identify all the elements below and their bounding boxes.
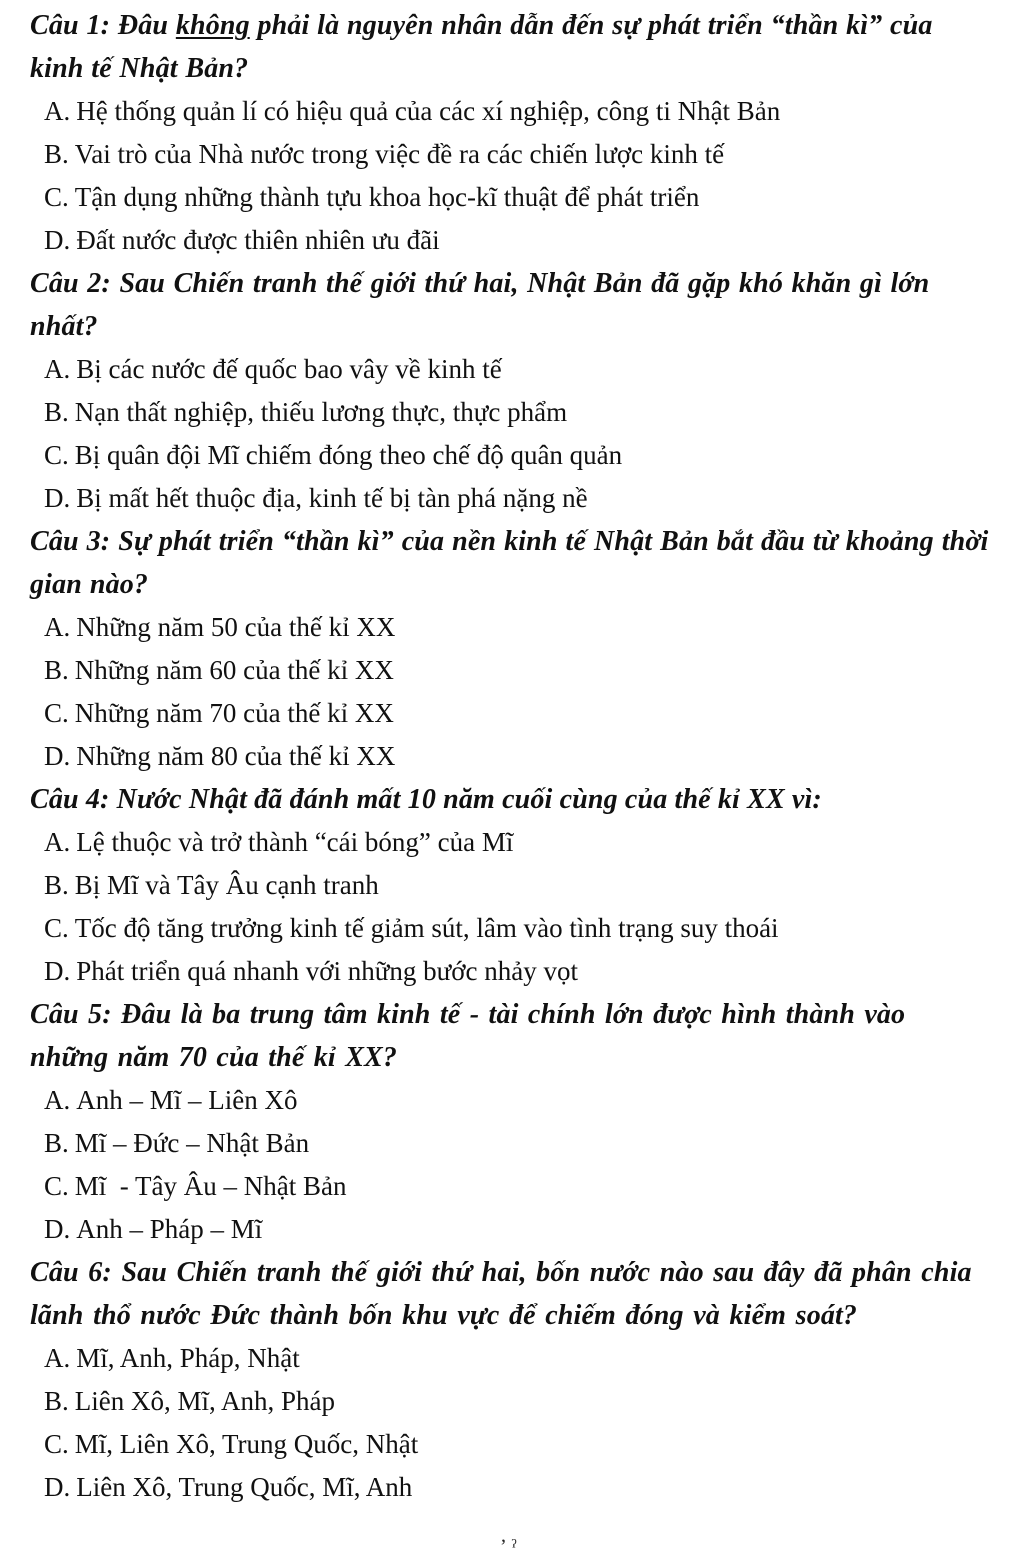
option-text: Lệ thuộc và trở thành “cái bóng” của Mĩ [76,827,514,857]
question-1-option-d [44,219,990,262]
option-letter: C. [44,1429,69,1459]
option-text: Đất nước được thiên nhiên ưu đãi [76,225,440,255]
option-letter: B. [44,139,69,169]
option-text: Phát triển quá nhanh với những bước nhảy vọt [76,956,578,986]
question-1-option-c [44,176,990,219]
question-1-emphasis: không [175,10,250,41]
question-2-text: Sau Chiến tranh thế giới thứ hai, Nhật Bản đã gặp khó khăn gì lớn nhất? [30,268,930,342]
question-6-option-c [44,1423,990,1466]
question-3-text: Sự phát triển “thần kì” của nền kinh tế Nhật Bản bắt đầu từ khoảng thời gian nào? [30,526,989,600]
question-6-text: Sau Chiến tranh thế giới thứ hai, bốn nước nào sau đây đã phân chia lãnh thổ nước Đức thành bốn khu vực để chiếm đóng và kiểm soát? [30,1257,972,1331]
question-1-text-after: phải là nguyên nhân dẫn đến sự phát triển “thần kì” của kinh tế Nhật Bản? [30,10,933,84]
question-5-option-c [44,1165,990,1208]
question-6-option-b [44,1380,990,1423]
option-text: Mĩ – Đức – Nhật Bản [74,1128,310,1158]
question-2-option-d [44,477,990,520]
option-letter: D. [44,225,71,255]
question-6 [30,1251,990,1509]
question-5-option-a [44,1079,990,1122]
option-text: Bị mất hết thuộc địa, kinh tế bị tàn phá nặng nề [76,483,588,513]
option-text: Những năm 60 của thế kỉ XX [74,655,394,685]
option-text: Anh – Pháp – Mĩ [76,1214,263,1244]
question-1-option-b [44,133,990,176]
option-letter: B. [44,397,69,427]
option-letter: D. [44,956,71,986]
question-4 [30,778,990,993]
question-3-option-b [44,649,990,692]
option-letter: A. [44,96,71,126]
option-letter: B. [44,1386,69,1416]
question-2-option-c [44,434,990,477]
question-5-label: Câu 5: [30,999,112,1030]
cut-off-text-fragment: ʼ ˀ [500,1536,517,1558]
option-text: Hệ thống quản lí có hiệu quả của các xí nghiệp, công ti Nhật Bản [76,96,781,126]
question-5-heading [30,993,990,1079]
option-letter: A. [44,354,71,384]
document-page [30,4,990,1509]
question-3-option-a [44,606,990,649]
question-5 [30,993,990,1251]
question-4-label: Câu 4: [30,784,110,815]
question-6-option-a [44,1337,990,1380]
option-letter: B. [44,1128,69,1158]
option-text: Tốc độ tăng trưởng kinh tế giảm sút, lâm vào tình trạng suy thoái [74,913,779,943]
question-3-heading [30,520,990,606]
question-5-text: Đâu là ba trung tâm kinh tế - tài chính lớn được hình thành vào những năm 70 của thế kỉ XX? [30,999,906,1073]
option-text: Vai trò của Nhà nước trong việc đề ra các chiến lược kinh tế [74,139,725,169]
option-letter: B. [44,655,69,685]
question-1-label: Câu 1: [30,10,111,41]
question-5-option-b [44,1122,990,1165]
option-letter: C. [44,1171,69,1201]
option-text: Mĩ, Anh, Pháp, Nhật [76,1343,300,1373]
question-6-label: Câu 6: [30,1257,112,1288]
question-2-heading [30,262,990,348]
question-6-option-d [44,1466,990,1509]
question-1-option-a [44,90,990,133]
option-text: Bị các nước đế quốc bao vây về kinh tế [76,354,502,384]
question-3-option-c [44,692,990,735]
option-letter: C. [44,913,69,943]
question-6-heading [30,1251,990,1337]
option-letter: D. [44,741,71,771]
question-4-text: Nước Nhật đã đánh mất 10 năm cuối cùng của thế kỉ XX vì: [116,784,822,815]
option-text: Những năm 70 của thế kỉ XX [74,698,394,728]
question-3 [30,520,990,778]
option-letter: A. [44,1085,71,1115]
question-3-option-d [44,735,990,778]
option-text: Bị Mĩ và Tây Âu cạnh tranh [74,870,379,900]
question-5-option-d [44,1208,990,1251]
option-letter: C. [44,182,69,212]
question-1-text-before: Đâu [117,10,169,41]
option-letter: D. [44,1472,71,1502]
question-4-heading [30,778,990,821]
question-4-option-d [44,950,990,993]
option-letter: A. [44,827,71,857]
question-4-option-c [44,907,990,950]
question-1-heading [30,4,990,90]
option-letter: C. [44,440,69,470]
option-text: Bị quân đội Mĩ chiếm đóng theo chế độ quân quản [74,440,623,470]
option-text: Liên Xô, Trung Quốc, Mĩ, Anh [76,1472,413,1502]
option-text: Tận dụng những thành tựu khoa học-kĩ thuật để phát triển [74,182,700,212]
option-text: Mĩ - Tây Âu – Nhật Bản [74,1171,347,1201]
question-1 [30,4,990,262]
option-text: Những năm 50 của thế kỉ XX [76,612,396,642]
option-letter: A. [44,1343,71,1373]
option-text: Nạn thất nghiệp, thiếu lương thực, thực phẩm [74,397,568,427]
question-3-label: Câu 3: [30,526,111,557]
question-4-option-b [44,864,990,907]
option-letter: C. [44,698,69,728]
option-text: Những năm 80 của thế kỉ XX [76,741,396,771]
option-text: Anh – Mĩ – Liên Xô [76,1085,298,1115]
question-2-option-b [44,391,990,434]
option-text: Liên Xô, Mĩ, Anh, Pháp [74,1386,336,1416]
option-letter: B. [44,870,69,900]
question-2-label: Câu 2: [30,268,111,299]
question-2 [30,262,990,520]
option-text: Mĩ, Liên Xô, Trung Quốc, Nhật [74,1429,419,1459]
question-4-option-a [44,821,990,864]
option-letter: D. [44,483,71,513]
option-letter: D. [44,1214,71,1244]
option-letter: A. [44,612,71,642]
question-2-option-a [44,348,990,391]
